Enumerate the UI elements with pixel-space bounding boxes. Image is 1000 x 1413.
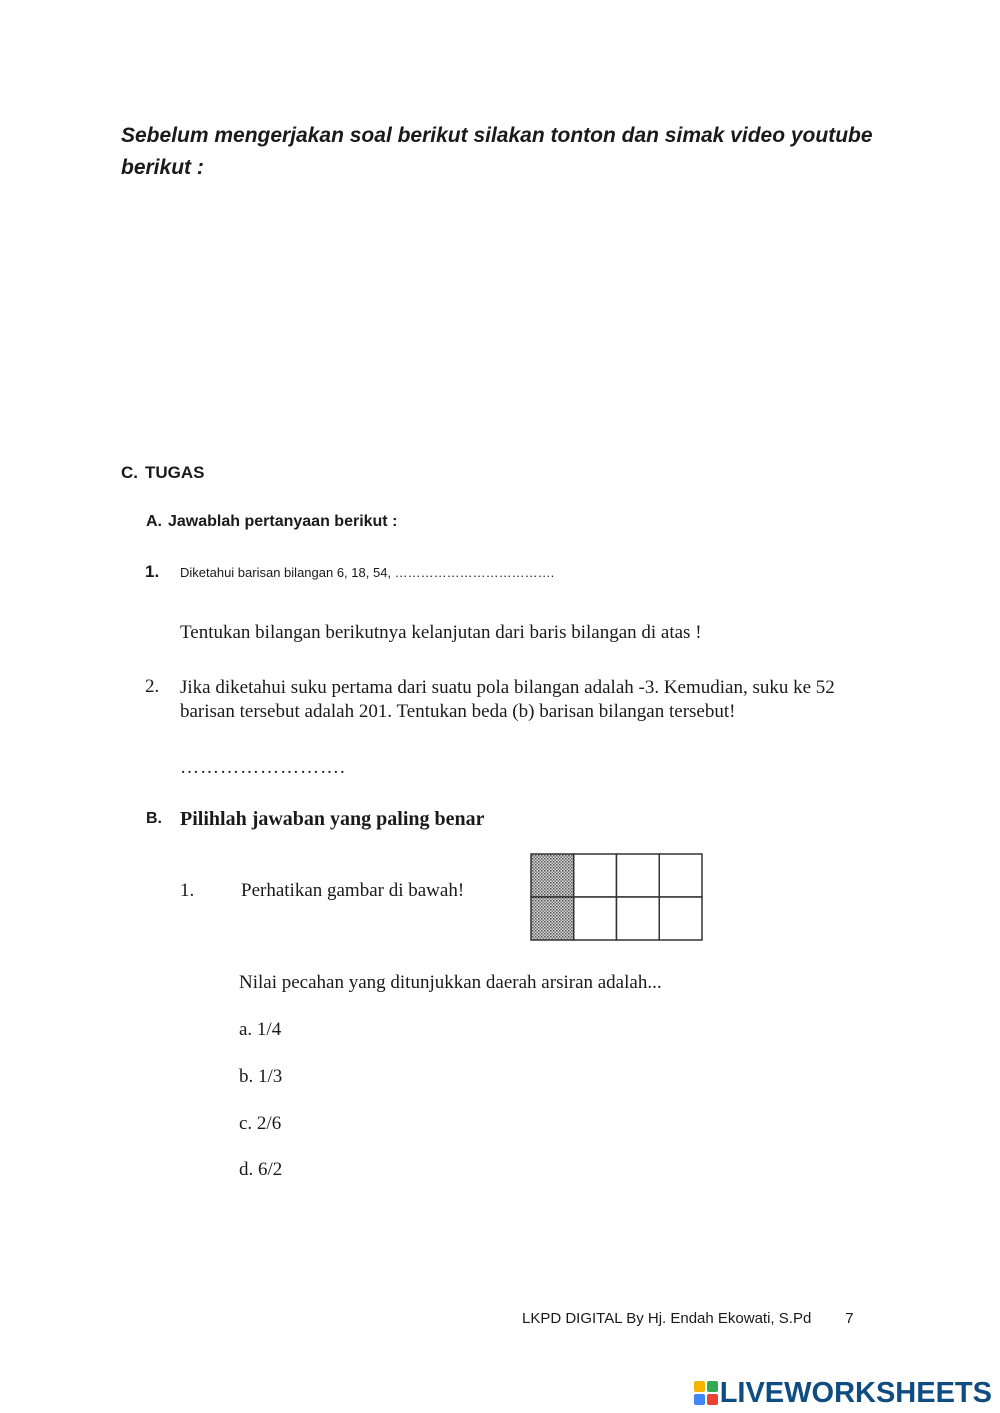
mc-question-1-text: Perhatikan gambar di bawah! [241,880,465,901]
part-a-heading [146,513,397,531]
page-footer [522,1310,854,1327]
part-b-letter: B. [146,810,162,827]
question-1-number: 1. [145,562,160,581]
mc-question-1-number: 1. [180,880,195,901]
question-1-text: Diketahui barisan bilangan 6, 18, 54, ………………………………. [180,565,555,580]
question-2-number: 2. [145,676,160,697]
empty-cell [617,854,660,897]
part-a-letter: A. [146,513,162,530]
empty-cell [659,854,702,897]
shaded-cell [531,854,574,897]
question-1-instruction: Tentukan bilangan berikutnya kelanjutan dari baris bilangan di atas ! [180,622,702,643]
option-a[interactable]: a. 1/4 [239,1019,282,1040]
empty-cell [574,897,617,940]
option-b[interactable]: b. 1/3 [239,1066,283,1087]
empty-cell [617,897,660,940]
option-d[interactable]: d. 6/2 [239,1159,283,1180]
liveworksheets-wordmark: LIVEWORKSHEETS [719,1376,992,1409]
section-letter: C. [121,463,138,482]
empty-cell [574,854,617,897]
mc-question-1-prompt: Nilai pecahan yang ditunjukkan daerah arsiran adalah... [239,972,662,993]
section-heading [121,463,205,483]
fraction-grid-figure [529,852,704,942]
section-title: TUGAS [145,463,205,482]
footer-credit: LKPD DIGITAL By Hj. Endah Ekowati, S.Pd [522,1310,812,1327]
empty-cell [659,897,702,940]
shaded-cell [531,897,574,940]
intro-instruction: Sebelum mengerjakan soal berikut silakan tonton dan simak video youtube berikut : [121,124,873,179]
page-number: 7 [845,1310,854,1327]
liveworksheets-brand[interactable] [694,1377,992,1409]
question-2-answer-blank[interactable]: ……………………. [180,757,346,778]
option-c[interactable]: c. 2/6 [239,1113,282,1134]
question-2-text: Jika diketahui suku pertama dari suatu pola bilangan adalah -3. Kemudian, suku ke 52 barisan tersebut adalah 201. Tentukan beda (b) barisan bilangan tersebut! [180,677,835,722]
part-a-title: Jawablah pertanyaan berikut : [168,513,398,530]
part-b-title: Pilihlah jawaban yang paling benar [180,808,485,830]
liveworksheets-logo-icon [694,1381,718,1405]
